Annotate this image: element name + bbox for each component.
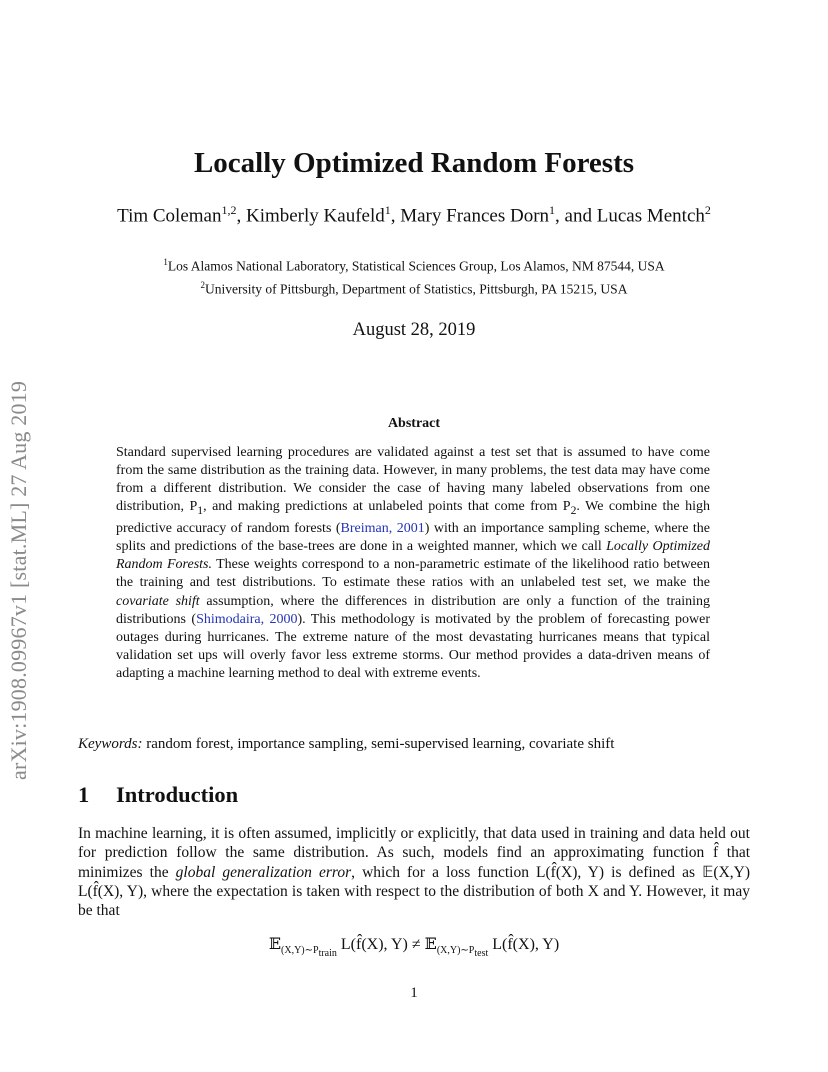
author-name: Tim Coleman bbox=[117, 205, 222, 227]
display-equation bbox=[0, 934, 828, 959]
intro-text: In machine learning, it is often assumed, implicitly or explicitly, that data used in training and data held out for prediction follow the same distribution. As such, models find an approximating function f̂ that minimizes the bbox=[78, 825, 750, 881]
author-affil-mark: 1,2 bbox=[221, 203, 237, 217]
affiliation-text: Los Alamos National Laboratory, Statistical Sciences Group, Los Alamos, NM 87544, USA bbox=[167, 258, 665, 274]
author-affil-mark: 2 bbox=[704, 203, 711, 217]
author-name: Mary Frances Dorn bbox=[400, 205, 550, 227]
author-separator: , and bbox=[555, 205, 597, 227]
paper-title: Locally Optimized Random Forests bbox=[193, 147, 635, 179]
author-separator: , bbox=[390, 205, 401, 227]
abstract-subscript: 1 bbox=[197, 504, 204, 518]
abstract-emphasis: covariate shift bbox=[116, 593, 200, 609]
equation-subscript: (X,Y)∼P bbox=[281, 945, 319, 957]
intro-text: , which for a loss function L(f̂(X), Y) is defined as 𝔼(X,Y) L(f̂(X), Y), where the expectation is taken with respect to the distribution of both X and Y. However, it may be that bbox=[78, 863, 750, 920]
abstract-text: These weights correspond to a non-parametric estimate of the likelihood ratio between the training and test distributions. To estimate these ratios with an unlabeled test set, we make the bbox=[116, 557, 710, 591]
abstract-text: ). This methodology is motivated by the problem of forecasting power outages during hurricanes. The extreme nature of the most devastating hurricanes means that typical validation set ups will overly favor less extreme storms. Our method provides a data-driven means of adapting a machine learning method to deal with extreme events. bbox=[116, 611, 710, 681]
affiliations bbox=[0, 253, 828, 298]
citation-link[interactable]: Breiman, 2001 bbox=[340, 521, 425, 537]
affiliation-line bbox=[0, 253, 828, 276]
abstract-heading: Abstract bbox=[387, 416, 441, 431]
equation-expression: L(f̂(X), Y) bbox=[488, 936, 560, 953]
author-name: Lucas Mentch bbox=[596, 205, 705, 227]
author-separator: , bbox=[236, 205, 246, 227]
citation-link[interactable]: Shimodaira, 2000 bbox=[196, 611, 298, 627]
section-heading bbox=[78, 782, 238, 808]
page-number: 1 bbox=[410, 985, 418, 1001]
affiliation-text: University of Pittsburgh, Department of Statistics, Pittsburgh, PA 15215, USA bbox=[205, 281, 628, 296]
abstract-text: , and making predictions at unlabeled points that come from P bbox=[203, 499, 571, 515]
expectation-symbol: 𝔼 bbox=[268, 934, 282, 953]
abstract-text: ) with an importance sampling scheme, where the splits and predictions of the base-trees are done in a weighted manner, which we call bbox=[116, 521, 710, 555]
abstract-body bbox=[116, 444, 710, 683]
author-name: Kimberly Kaufeld bbox=[245, 205, 385, 227]
intro-emphasis: global generalization error bbox=[175, 863, 352, 881]
affiliation-mark: 2 bbox=[200, 279, 206, 290]
author-list bbox=[0, 203, 828, 227]
keywords-line bbox=[78, 736, 758, 753]
equation-subsubscript: test bbox=[474, 948, 489, 960]
section-number: 1 bbox=[78, 782, 90, 807]
abstract-text: assumption, where the differences in distribution are only a function of the training distributions ( bbox=[116, 593, 710, 627]
equation-subsubscript: train bbox=[318, 948, 337, 960]
author-affil-mark: 1 bbox=[384, 203, 391, 217]
affiliation-mark: 1 bbox=[163, 257, 168, 267]
abstract-text: . We combine the high predictive accuracy of random forests ( bbox=[116, 499, 710, 537]
affiliation-line bbox=[0, 276, 828, 299]
abstract-text: Standard supervised learning procedures are validated against a test set that is assumed to have come from the same distribution as the training data. However, in many problems, the test data may have come from a different distribution. We consider the case of having many labeled observations from one distribution, P bbox=[116, 445, 710, 515]
equation-subscript: (X,Y)∼P bbox=[436, 945, 475, 957]
abstract-subscript: 2 bbox=[570, 504, 577, 518]
paper-date: August 28, 2019 bbox=[352, 320, 476, 340]
arxiv-stamp[interactable]: arXiv:1908.09967v1 [stat.ML] 27 Aug 2019 bbox=[6, 380, 31, 780]
keywords-text: random forest, importance sampling, semi-supervised learning, covariate shift bbox=[142, 736, 615, 752]
keywords-label: Keywords: bbox=[78, 736, 143, 752]
equation-expression: L(f̂(X), Y) ≠ bbox=[336, 936, 425, 953]
intro-paragraph bbox=[78, 824, 750, 920]
abstract-emphasis: Locally Optimized Random Forests. bbox=[116, 539, 711, 573]
section-title: Introduction bbox=[116, 782, 239, 807]
author-affil-mark: 1 bbox=[549, 203, 556, 217]
expectation-symbol: 𝔼 bbox=[424, 934, 437, 953]
